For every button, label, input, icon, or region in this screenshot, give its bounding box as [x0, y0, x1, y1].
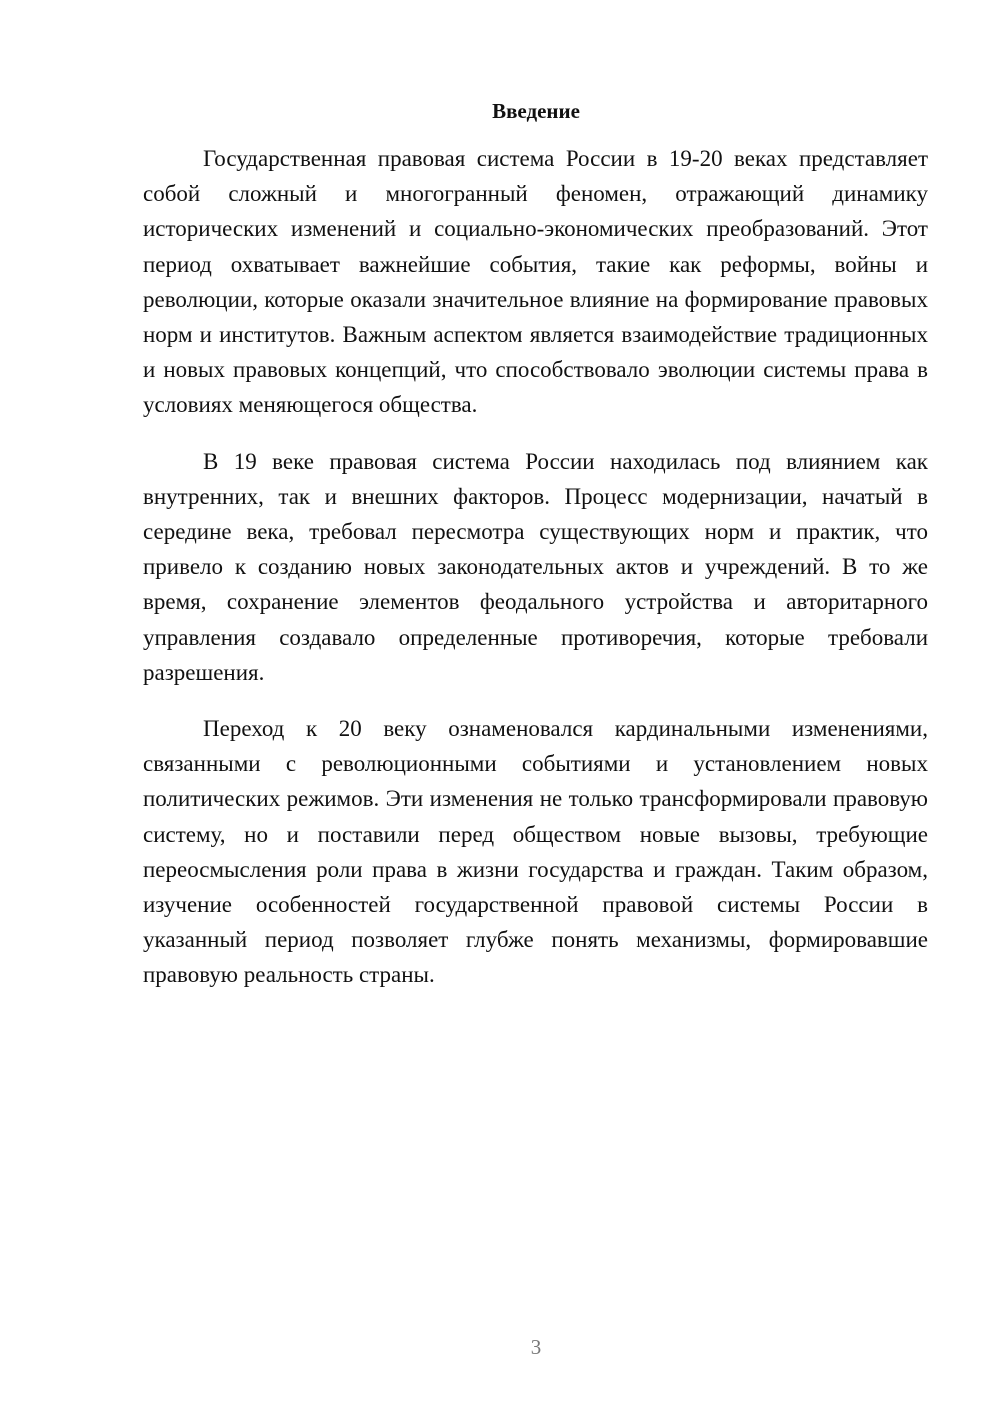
page-number: 3	[530, 1335, 542, 1359]
body-text	[143, 141, 928, 1014]
paragraph-3: Переход к 20 веку ознаменовался кардинальными изменениями, связанными с революционными событиями и установлением новых политических режимов. Эти изменения не только трансформировали правовую систему, но и поставили перед обществом новые вызовы, требующие переосмысления роли права в жизни государства и граждан. Таким образом, изучение особенностей государственной правовой системы России в указанный период позволяет глубже понять механизмы, формировавшие правовую реальность страны.	[143, 716, 928, 988]
paragraph-1: Государственная правовая система России в 19-20 веках представляет собой сложный и многогранный феномен, отражающий динамику исторических изменений и социально-экономических преобразований. Этот период охватывает важнейшие события, такие как реформы, войны и революции, которые оказали значительное влияние на формирование правовых норм и институтов. Важным аспектом является взаимодействие традиционных и новых правовых концепций, что способствовало эволюции системы права в условиях меняющегося общества.	[143, 146, 928, 418]
paragraph-2: В 19 веке правовая система России находилась под влиянием как внутренних, так и внешних факторов. Процесс модернизации, начатый в середине века, требовал пересмотра существующих норм и практик, что привело к созданию новых законодательных актов и учреждений. В то же время, сохранение элементов феодального устройства и авторитарного управления создавало определенные противоречия, которые требовали разрешения.	[143, 448, 928, 685]
section-heading: Введение	[492, 99, 580, 123]
